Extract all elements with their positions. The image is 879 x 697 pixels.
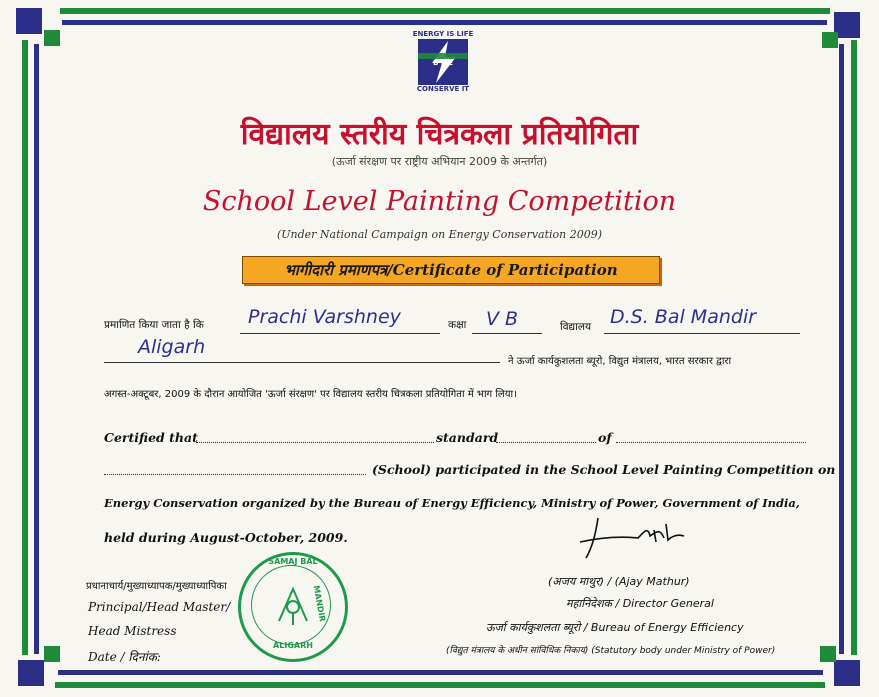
english-line4: held during August-October, 2009.: [104, 530, 348, 545]
border-top-inner: [62, 20, 827, 25]
corner-bottom-left: [18, 660, 44, 686]
school-dots: [104, 474, 366, 475]
handwritten-city: Aligarh: [138, 336, 206, 358]
standard-dots: [496, 442, 596, 443]
hindi-line1-prefix: प्रमाणित किया जाता है कि: [104, 319, 204, 331]
sig-right-note: (विद्युत मंत्रालय के अधीन सांविधिक निकाय) (Statutory body under Ministry of Power): [446, 646, 776, 656]
class-label: कक्षा: [448, 319, 467, 331]
participation-banner: [242, 256, 660, 284]
corner-top-left-inner: [44, 30, 60, 46]
border-bottom-inner: [58, 670, 823, 675]
certified-dots: [196, 442, 434, 443]
subtitle-english: (Under National Campaign on Energy Conservation 2009): [276, 228, 603, 241]
city-line: [104, 362, 500, 363]
logo-bottom-text: CONSERVE IT: [416, 85, 470, 93]
corner-top-left: [16, 8, 42, 34]
signature-scribble: [578, 512, 688, 562]
bee-logo: [412, 30, 474, 100]
corner-top-right-inner: [822, 32, 838, 48]
stamp-top-text: SAMAJ BAL: [268, 557, 318, 566]
certified-label: Certified that: [104, 430, 198, 445]
class-line: [472, 333, 542, 334]
corner-bottom-right: [834, 660, 860, 686]
sig-left-line2: Head Mistress: [88, 624, 177, 638]
title-english: School Level Painting Competition: [202, 186, 677, 217]
stamp-emblem-icon: [271, 583, 315, 627]
of-dots: [616, 442, 806, 443]
sig-right-name: (अजय माथुर) / (Ajay Mathur): [548, 575, 690, 588]
sig-right-org: ऊर्जा कार्यकुशलता ब्यूरो / Bureau of Energy Efficiency: [486, 621, 744, 634]
school-line: [604, 333, 800, 334]
stamp-right-text: MANDIR: [311, 584, 327, 623]
of-label: of: [598, 430, 612, 445]
hindi-line2-suffix: ने ऊर्जा कार्यकुशलता ब्यूरो, विद्युत मंत्रालय, भारत सरकार द्वारा: [508, 356, 732, 367]
title-hindi: विद्यालय स्तरीय चित्रकला प्रतियोगिता: [240, 117, 639, 152]
english-line3: Energy Conservation organized by the Bureau of Energy Efficiency, Ministry of Power, Government of India,: [104, 496, 800, 510]
logo-middle-text: B E E: [433, 59, 453, 67]
banner-text: भागीदारी प्रमाणपत्र/Certificate of Participation: [284, 261, 618, 279]
logo-top-text: ENERGY IS LIFE: [412, 30, 474, 38]
english-line2: (School) participated in the School Level Painting Competition on: [372, 462, 836, 477]
handwritten-school: D.S. Bal Mandir: [610, 306, 757, 328]
standard-label: standard: [436, 430, 499, 445]
school-stamp: [238, 552, 348, 662]
corner-bottom-right-inner: [820, 646, 836, 662]
hindi-line3: अगस्त-अक्टूबर, 2009 के दौरान आयोजित 'ऊर्जा संरक्षण' पर विद्यालय स्तरीय चित्रकला प्रतियोगिता में भाग लिया।: [104, 389, 517, 400]
sig-left-date: Date / दिनांक:: [88, 650, 161, 664]
sig-left-line1: Principal/Head Master/: [88, 600, 231, 614]
sig-right-designation: महानिदेशक / Director General: [566, 597, 714, 610]
border-bottom-outer: [55, 682, 825, 688]
subtitle-hindi: (ऊर्जा संरक्षण पर राष्ट्रीय अभियान 2009 के अन्तर्गत): [331, 155, 548, 168]
border-top-outer: [60, 8, 830, 14]
corner-bottom-left-inner: [44, 646, 60, 662]
sig-left-hindi: प्रधानाचार्य/मुख्याध्यापक/मुख्याध्यापिका: [86, 581, 227, 592]
stamp-bottom-text: ALIGARH: [273, 641, 313, 650]
handwritten-name: Prachi Varshney: [248, 306, 401, 328]
school-label: विद्यालय: [560, 321, 592, 333]
logo-box: [418, 39, 468, 85]
name-line: [240, 333, 440, 334]
handwritten-class: V B: [486, 308, 519, 330]
